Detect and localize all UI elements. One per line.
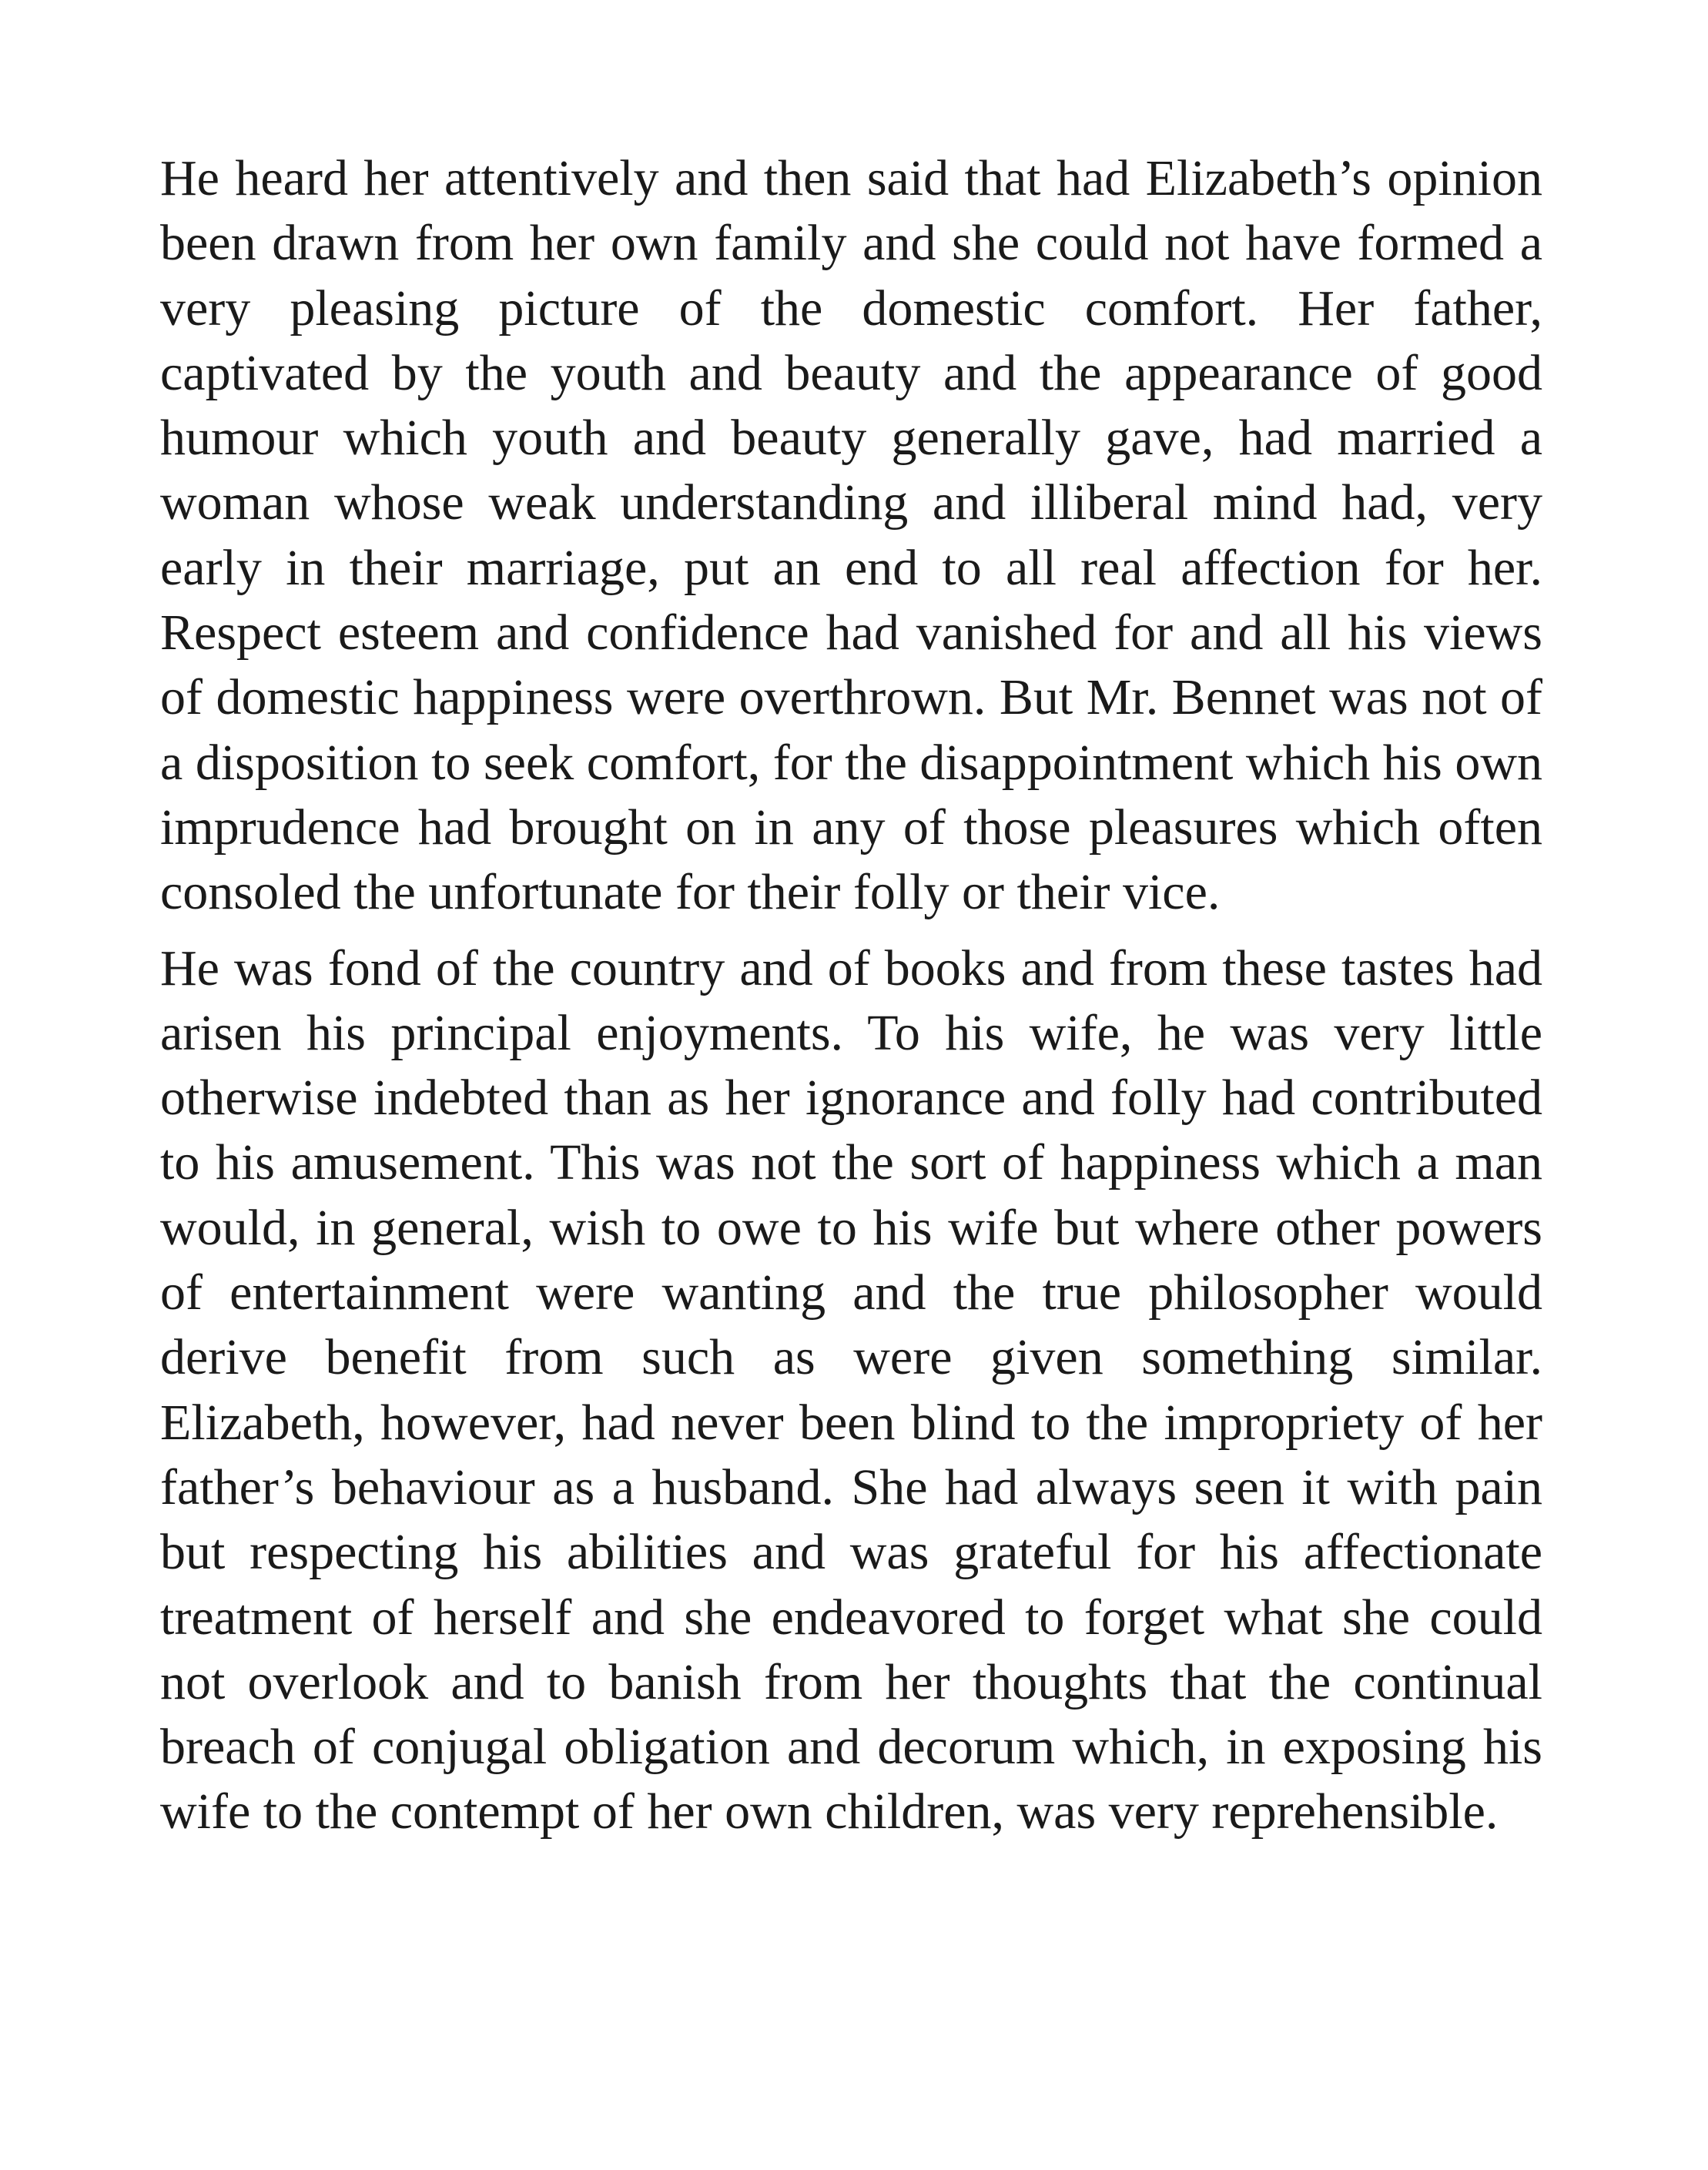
document-page bbox=[160, 146, 1542, 1845]
paragraph-1: He heard her attentively and then said that had Elizabeth’s opinion been drawn from her own family and she could not have formed a very pleasing picture of the domestic comfort. Her father, captivated by the youth and beauty and the appearance of good humour which youth and beauty generally gave, had married a woman whose weak understanding and illiberal mind had, very early in their marriage, put an end to all real affection for her. Respect esteem and confidence had vanished for and all his views of domestic happiness were overthrown. But Mr. Bennet was not of a disposition to seek comfort, for the disappointment which his own imprudence had brought on in any of those pleasures which often consoled the unfortunate for their folly or their vice. bbox=[160, 150, 1542, 921]
paragraph-2: He was fond of the country and of books and from these tastes had arisen his principal enjoyments. To his wife, he was very little otherwise indebted than as her ignorance and folly had contributed to his amusement. This was not the sort of happiness which a man would, in general, wish to owe to his wife but where other powers of entertainment were wanting and the true philosopher would derive benefit from such as were given something similar. Elizabeth, however, had never been blind to the impropriety of her father’s behaviour as a husband. She had always seen it with pain but respecting his abilities and was grateful for his affectionate treatment of herself and she endeavored to forget what she could not overlook and to banish from her thoughts that the continual breach of conjugal obligation and decorum which, in exposing his wife to the contempt of her own children, was very reprehensible. bbox=[160, 939, 1542, 1840]
